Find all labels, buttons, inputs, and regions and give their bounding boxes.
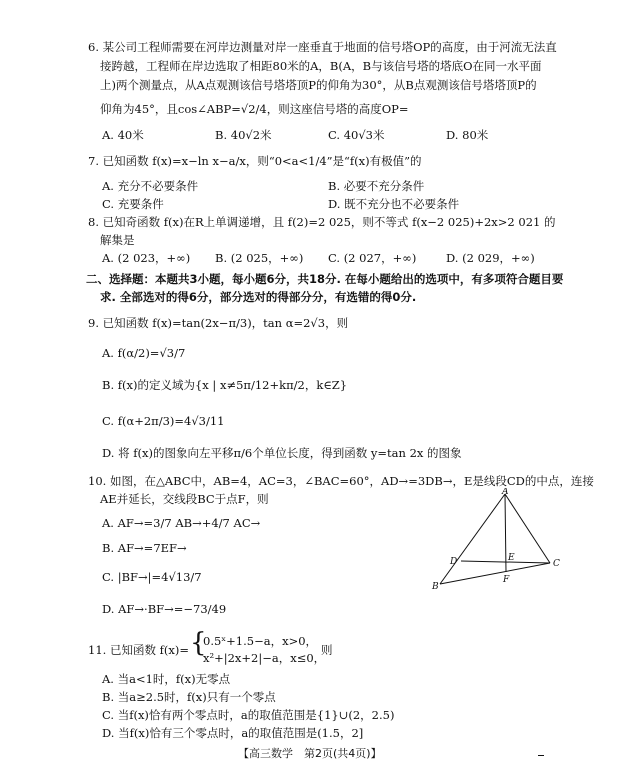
q8-option-a: A. (2 023，+∞) [102, 251, 191, 265]
label-d: D [450, 557, 458, 567]
segment-af [505, 494, 506, 572]
q10-option-a: A. AF→=3/7 AB→+4/7 AC→ [102, 516, 261, 530]
q7-option-c: C. 充要条件 [102, 197, 164, 211]
section2-instructions-line2: 求. 全部选对的得6分，部分选对的得部分分，有选错的得0分. [100, 290, 417, 304]
label-a: A [502, 488, 509, 497]
footer-mark [538, 755, 544, 756]
label-b: B [432, 582, 439, 592]
q11-option-c: C. 当f(x)恰有两个零点时，a的取值范围是{1}∪(2，2.5) [102, 708, 395, 722]
q11-stem-prefix: 11. 已知函数 f(x)= [88, 643, 189, 657]
section2-instructions-line1: 二、选择题：本题共3小题，每小题6分，共18分. 在每小题给出的选项中，有多项符合题目要 [86, 272, 564, 286]
q6-option-c: C. 40√3米 [328, 128, 385, 142]
q8-option-c: C. (2 027，+∞) [328, 251, 417, 265]
q9-stem: 9. 已知函数 f(x)=tan(2x−π/3)，tan α=2√3，则 [88, 316, 349, 330]
q7-option-a: A. 充分不必要条件 [102, 179, 199, 193]
page-footer: 【高三数学 第2页(共4页)】 [238, 747, 382, 760]
q6-option-b: B. 40√2米 [215, 128, 272, 142]
q11-option-d: D. 当f(x)恰有三个零点时，a的取值范围是(1.5，2] [102, 726, 364, 740]
q9-option-b: B. f(x)的定义域为{x | x≠5π/12+kπ/2，k∈Z} [102, 378, 348, 392]
label-f: F [503, 575, 510, 585]
q6-option-a: A. 40米 [102, 128, 144, 142]
q8-line1: 8. 已知奇函数 f(x)在R上单调递增，且 f(2)=2 025，则不等式 f(x−2 025)+2x>2 021 的 [88, 215, 556, 229]
q10-option-d: D. AF→·BF→=−73/49 [102, 602, 227, 616]
q11-case1: 0.5ˣ+1.5−a，x>0， [203, 634, 318, 648]
q7-option-d: D. 既不充分也不必要条件 [328, 197, 460, 211]
label-c: C [553, 559, 560, 569]
segment-ab [440, 494, 505, 584]
q9-option-d: D. 将 f(x)的图象向左平移π/6个单位长度，得到函数 y=tan 2x 的图象 [102, 446, 462, 460]
q6-line2: 接跨越，工程师在岸边选取了相距80米的A，B(A，B与该信号塔的塔底O在同一水平面 [100, 59, 542, 73]
q9-option-a: A. f(α/2)=√3/7 [102, 346, 186, 360]
q7-option-b: B. 必要不充分条件 [328, 179, 425, 193]
q6-line1: 6. 某公司工程师需要在河岸边测量对岸一座垂直于地面的信号塔OP的高度，由于河流无法直 [88, 40, 557, 54]
q11-option-b: B. 当a≥2.5时，f(x)只有一个零点 [102, 690, 276, 704]
triangle-figure [430, 488, 566, 592]
q6-option-d: D. 80米 [446, 128, 489, 142]
label-e: E [508, 553, 515, 563]
q10-option-c: C. |BF→|=4√13/7 [102, 570, 202, 584]
q11-brace: { [190, 628, 207, 658]
q7-stem: 7. 已知函数 f(x)=x−ln x−a/x，则“0<a<1/4”是“f(x)有极值”的 [88, 154, 422, 168]
q11-stem-suffix: 则 [321, 643, 333, 657]
q10-option-b: B. AF→=7EF→ [102, 541, 187, 555]
q11-case2: x²+|2x+2|−a，x≤0， [203, 651, 326, 665]
q9-option-c: C. f(α+2π/3)=4√3/11 [102, 414, 225, 428]
q6-line4: 仰角为45°，且cos∠ABP=√2/4，则这座信号塔的高度OP= [100, 102, 409, 116]
q6-line3: 上)两个测量点，从A点观测该信号塔塔顶P的仰角为30°，从B点观测该信号塔塔顶P的 [100, 78, 537, 92]
q11-option-a: A. 当a<1时，f(x)无零点 [102, 672, 231, 686]
q8-line2: 解集是 [100, 233, 135, 247]
q10-line1: 10. 如图，在△ABC中，AB=4，AC=3，∠BAC=60°，AD→=3DB→，E是线段CD的中点，连接 [88, 474, 594, 488]
q8-option-d: D. (2 029，+∞) [446, 251, 535, 265]
q10-line2: AE并延长，交线段BC于点F，则 [100, 492, 269, 506]
q8-option-b: B. (2 025，+∞) [215, 251, 304, 265]
